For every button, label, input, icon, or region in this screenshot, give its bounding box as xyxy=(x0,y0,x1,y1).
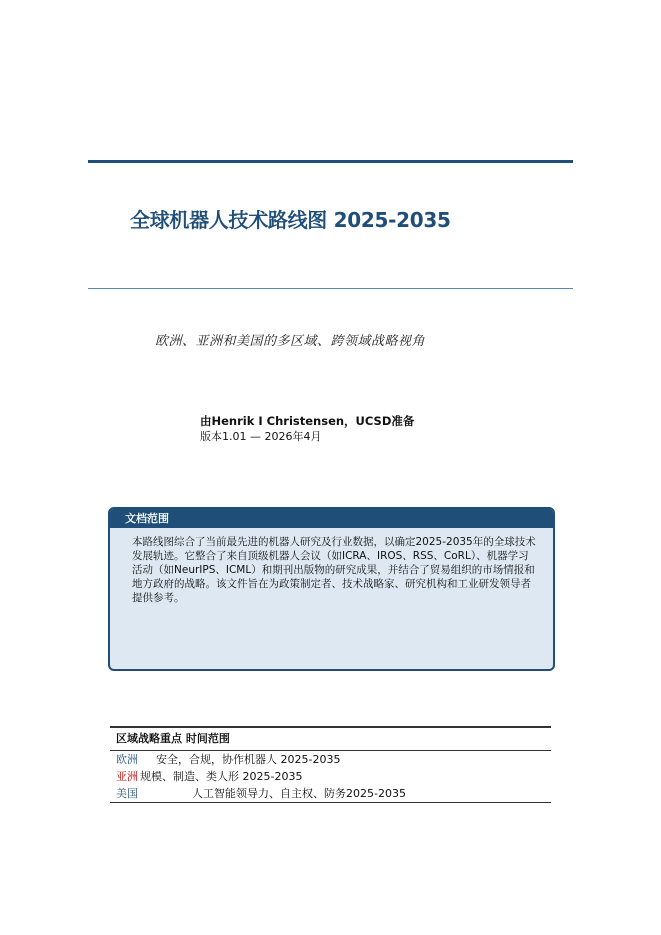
table-cell-region: 亚洲 xyxy=(116,770,138,783)
table-bottom-rule xyxy=(110,802,551,803)
table-cell-region: 美国 xyxy=(116,787,138,800)
scope-heading: 文档范围 xyxy=(110,509,553,528)
table-cell-focus: 规模、制造、类人形 2025-2035 xyxy=(140,770,303,783)
table-row xyxy=(110,751,551,768)
document-scope-box xyxy=(108,507,555,671)
document-subtitle: 欧洲、亚洲和美国的多区域、跨领域战略视角 xyxy=(155,334,426,349)
top-rule xyxy=(88,160,573,163)
scope-body-text: 本路线图综合了当前最先进的机器人研究及行业数据，以确定2025-2035年的全球技术发展轨迹。它整合了来自顶级机器人会议（如ICRA、IROS、RSS、CoRL）、机器学习活动（如NeurIPS、ICML）和期刊出版物的研究成果，并结合了贸易组织的市场情报和地方政府的战略。该文件旨在为政策制定者、技术战略家、研究机构和工业研发领导者提供参考。 xyxy=(132,536,536,604)
table-row xyxy=(110,785,551,802)
table-header: 区域战略重点 时间范围 xyxy=(116,732,230,745)
table-cell-focus: 安全，合规，协作机器人 2025-2035 xyxy=(156,753,341,766)
author-line: 由Henrik I Christensen，UCSD准备 xyxy=(200,414,415,428)
table-cell-region: 欧洲 xyxy=(116,753,138,766)
title-divider xyxy=(88,288,573,289)
table-row xyxy=(110,768,551,785)
table-cell-focus: 人工智能领导力、自主权、防务2025-2035 xyxy=(192,787,406,800)
regional-focus-table xyxy=(110,726,551,803)
version-line: 版本1.01 — 2026年4月 xyxy=(200,430,322,443)
document-title: 全球机器人技术路线图 2025-2035 xyxy=(130,208,451,232)
